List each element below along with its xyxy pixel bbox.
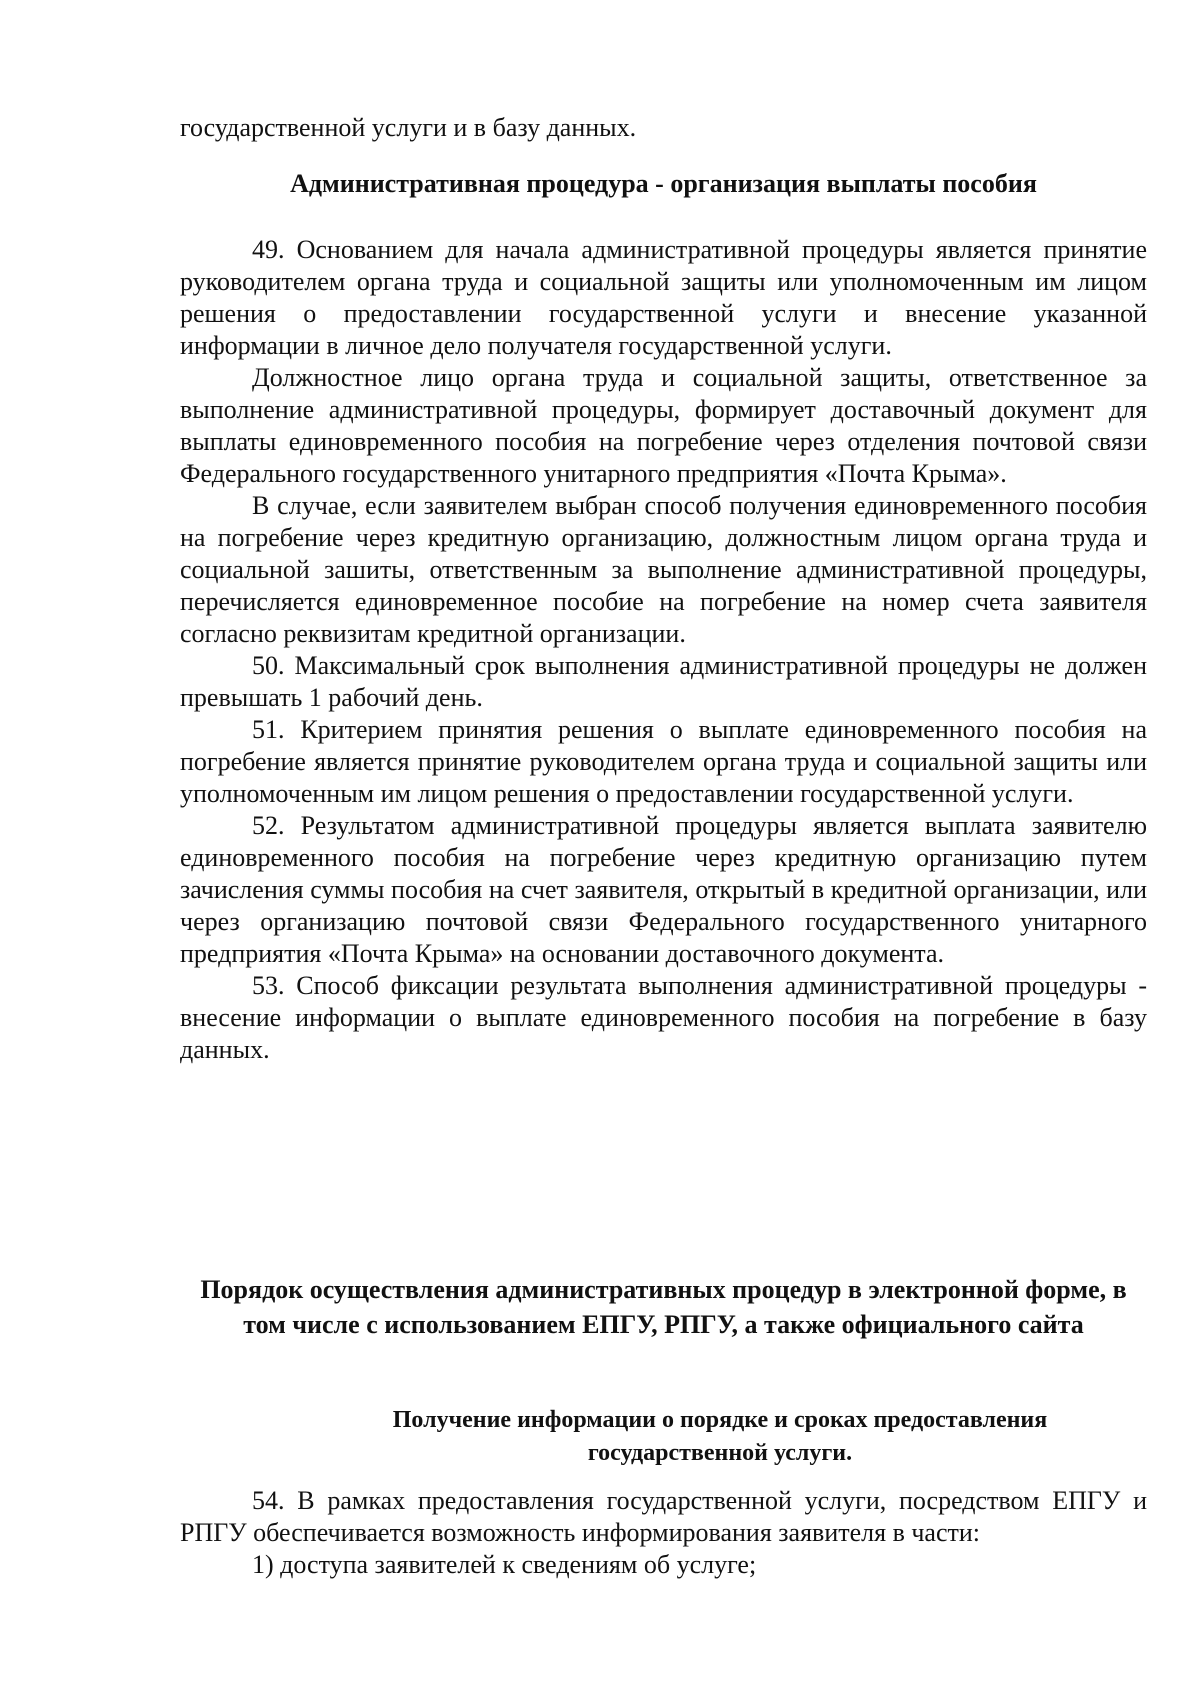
paragraph-50: 50. Максимальный срок выполнения административной процедуры не должен превышать 1 рабочий день. (180, 651, 1147, 712)
continuation-block (180, 112, 1147, 144)
paragraph-51: 51. Критерием принятия решения о выплате единовременного пособия на погребение является принятие руководителем органа труда и социальной защиты или уполномоченным им лицом решения о предоставлении государственной услуги. (180, 715, 1147, 808)
paragraph-49: 49. Основанием для начала административной процедуры является принятие руководителем органа труда и социальной защиты или уполномоченным им лицом решения о предоставлении государственной услуги и внесение указанной информации в личное дело получателя государственной услуги. (180, 235, 1147, 360)
electronic-procedures-heading: Порядок осуществления административных процедур в электронной форме, в том числе с использованием ЕПГУ, РПГУ, а также официального сайта (200, 1275, 1127, 1339)
section-heading-block (180, 168, 1147, 200)
electronic-procedures-heading-block (180, 1272, 1147, 1342)
paragraph-54: 54. В рамках предоставления государственной услуги, посредством ЕПГУ и РПГУ обеспечивается возможность информирования заявителя в части: (180, 1486, 1147, 1547)
paragraph-49-credit: В случае, если заявителем выбран способ получения единовременного пособия на погребение через кредитную организацию, должностным лицом органа труда и социальной зашиты, ответственным за выполнение административной процедуры, перечисляется единовременное пособие на погребение на номер счета заявителя согласно реквизитам кредитной организации. (180, 491, 1147, 648)
section-body (180, 234, 1147, 1066)
paragraph-54-block (180, 1485, 1147, 1581)
paragraph-53: 53. Способ фиксации результата выполнения административной процедуры - внесение информации о выплате единовременного пособия на погребение в базу данных. (180, 971, 1147, 1064)
paragraph-49-official: Должностное лицо органа труда и социальной защиты, ответственное за выполнение административной процедуры, формирует доставочный документ для выплаты единовременного пособия на погребение через отделения почтовой связи Федерального государственного унитарного предприятия «Почта Крыма». (180, 363, 1147, 488)
paragraph-52: 52. Результатом административной процедуры является выплата заявителю единовременного пособия на погребение через кредитную организацию путем зачисления суммы пособия на счет заявителя, открытый в кредитной организации, или через организацию почтовой связи Федерального государственного унитарного предприятия «Почта Крыма» на основании доставочного документа. (180, 811, 1147, 968)
list-item-1: 1) доступа заявителей к сведениям об услуге; (252, 1550, 757, 1579)
section-heading: Административная процедура - организация выплаты пособия (290, 169, 1037, 198)
info-subheading: Получение информации о порядке и сроках предоставления государственной услуги. (392, 1407, 1048, 1466)
info-subheading-block (300, 1404, 1140, 1470)
continuation-text: государственной услуги и в базу данных. (180, 113, 637, 142)
